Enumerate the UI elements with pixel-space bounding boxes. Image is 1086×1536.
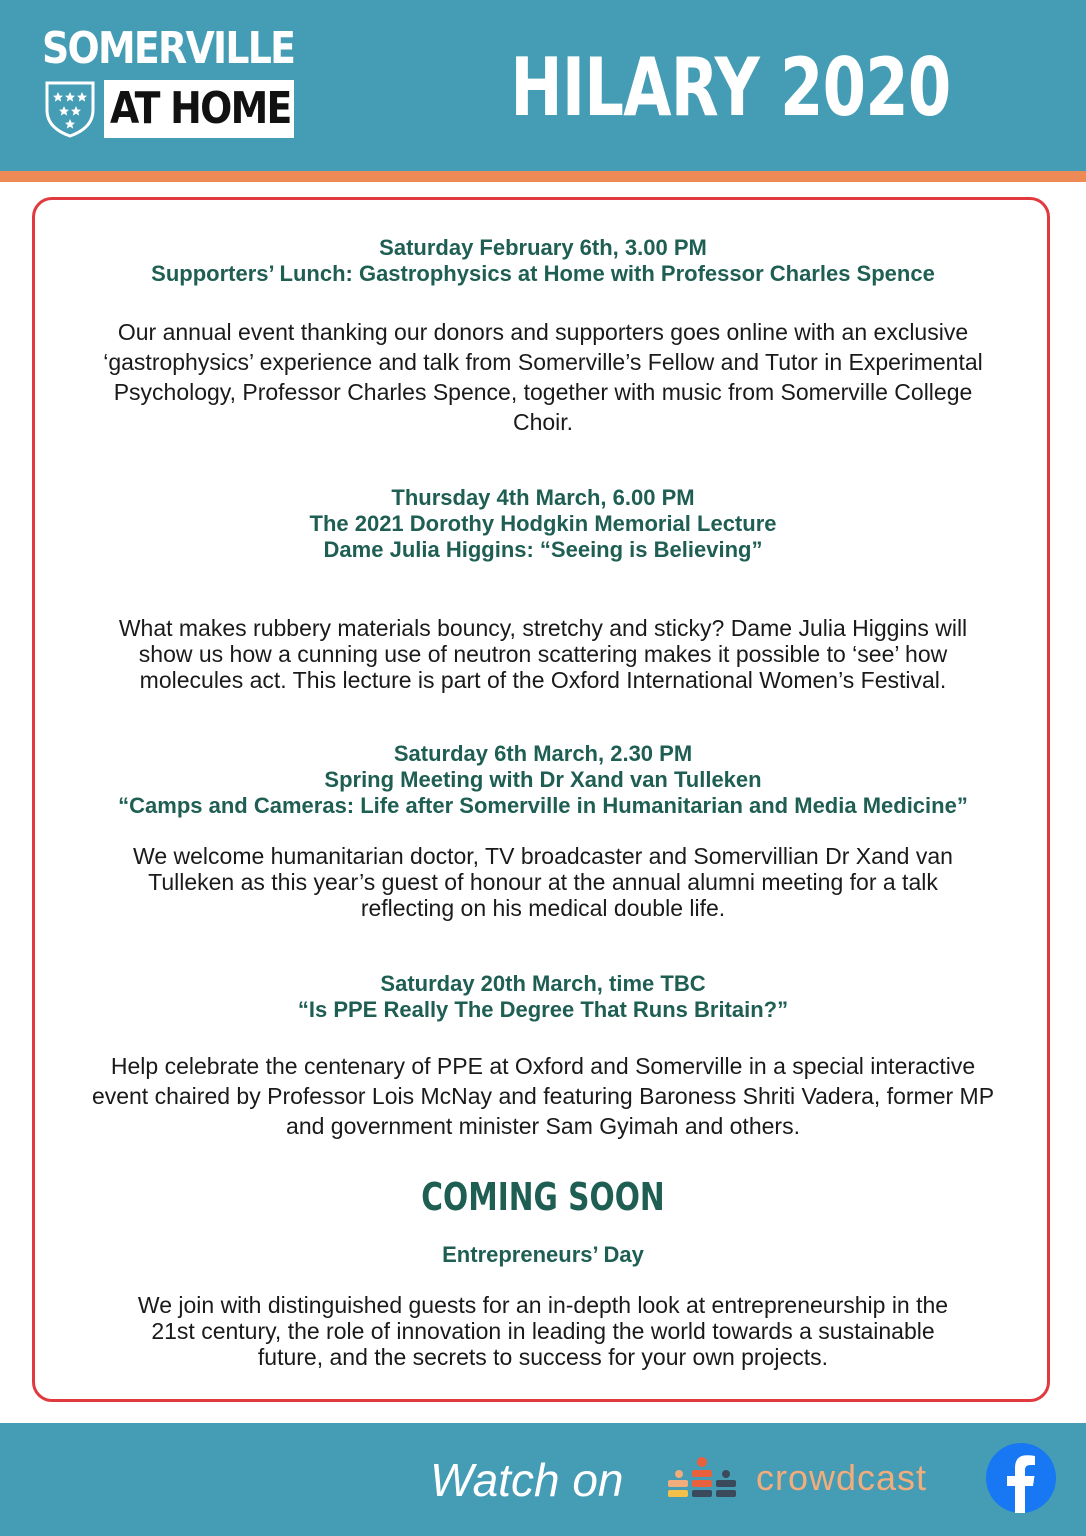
event-title: “Is PPE Really The Degree That Runs Britain?” [297, 997, 789, 1022]
description-line: What makes rubbery materials bouncy, stretchy and sticky? Dame Julia Higgins will [118, 615, 968, 641]
event-subtitle: “Camps and Cameras: Life after Somerville in Humanitarian and Media Medicine” [118, 793, 968, 818]
description-line: Tulleken as this year’s guest of honour at the annual alumni meeting for a talk [148, 869, 938, 895]
logo-bottom-text: AT HOME [110, 83, 291, 134]
event-description [40, 1051, 1046, 1141]
facebook-icon[interactable] [985, 1442, 1057, 1514]
event-heading [40, 485, 1046, 563]
event-ppe-centenary [40, 971, 1046, 1141]
description-line: 21st century, the role of innovation in leading the world towards a sustainable [151, 1318, 935, 1344]
description-line: reflecting on his medical double life. [360, 895, 726, 921]
description-line: Help celebrate the centenary of PPE at Oxford and Somerville in a special interactive [110, 1053, 976, 1079]
event-description [40, 843, 1046, 921]
header-accent-stripe [0, 171, 1086, 182]
watch-on-label: Watch on [430, 1454, 624, 1506]
crest-icon [44, 80, 96, 138]
description-line: Choir. [512, 409, 574, 435]
event-date: Saturday 6th March, 2.30 PM [393, 741, 693, 766]
event-description [40, 615, 1046, 693]
description-line: We welcome humanitarian doctor, TV broadcaster and Somervillian Dr Xand van [133, 843, 953, 869]
coming-soon-title: COMING SOON [421, 1175, 665, 1219]
event-date: Thursday 4th March, 6.00 PM [391, 485, 695, 510]
crowdcast-icon[interactable] [666, 1456, 738, 1500]
description-line: Our annual event thanking our donors and supporters goes online with an exclusive [117, 319, 969, 345]
logo-top-text: SOMERVILLE [42, 23, 295, 74]
description-line: show us how a cunning use of neutron scattering makes it possible to ‘see’ how [138, 641, 948, 667]
event-supporters-lunch [40, 235, 1046, 437]
somerville-at-home-logo [42, 24, 298, 140]
term-title: HILARY 2020 [510, 41, 951, 134]
description-line: future, and the secrets to success for your own projects. [257, 1344, 829, 1370]
event-spring-meeting [40, 741, 1046, 921]
description-line: ‘gastrophysics’ experience and talk from Somerville’s Fellow and Tutor in Experimental [103, 349, 983, 375]
description-line: molecules act. This lecture is part of the Oxford International Women’s Festival. [139, 667, 947, 693]
event-heading [40, 741, 1046, 819]
event-title: Supporters’ Lunch: Gastrophysics at Home with Professor Charles Spence [151, 261, 935, 286]
event-subtitle: Dame Julia Higgins: “Seeing is Believing” [323, 537, 763, 562]
event-description [40, 317, 1046, 437]
event-hodgkin-lecture [40, 485, 1046, 693]
event-date: Saturday February 6th, 3.00 PM [379, 235, 707, 260]
description-line: We join with distinguished guests for an in-depth look at entrepreneurship in the [137, 1292, 949, 1318]
event-entrepreneurs-day [40, 1242, 1046, 1370]
event-heading [40, 971, 1046, 1023]
event-heading [40, 235, 1046, 287]
description-line: Psychology, Professor Charles Spence, together with music from Somerville College [113, 379, 973, 405]
logo-at-home-box [104, 80, 294, 138]
crowdcast-wordmark[interactable]: crowdcast [756, 1457, 928, 1498]
description-line: event chaired by Professor Lois McNay and featuring Baroness Shriti Vadera, former MP [91, 1083, 995, 1109]
description-line: and government minister Sam Gyimah and others. [286, 1113, 800, 1139]
event-title: Entrepreneurs’ Day [442, 1242, 644, 1267]
event-description [40, 1292, 1046, 1370]
event-title: The 2021 Dorothy Hodgkin Memorial Lecture [309, 511, 777, 536]
event-title: Spring Meeting with Dr Xand van Tulleken [324, 767, 762, 792]
event-date: Saturday 20th March, time TBC [380, 971, 706, 996]
